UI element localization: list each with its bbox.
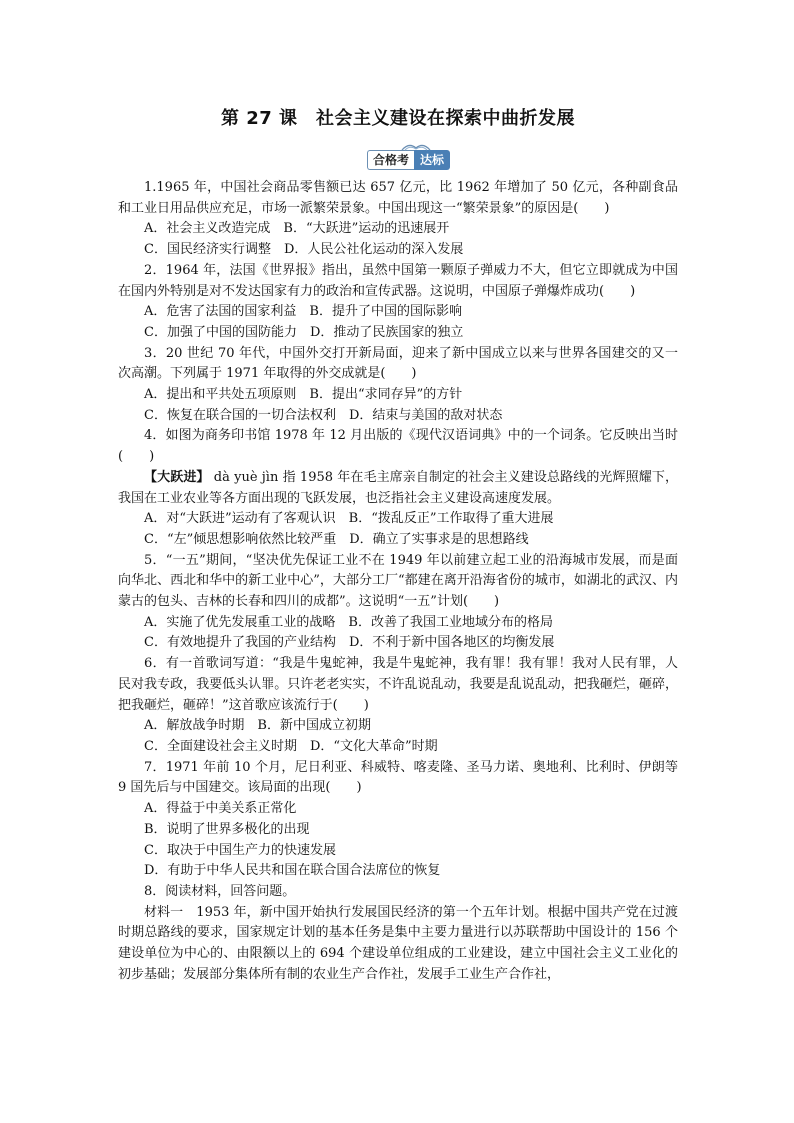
question-1-stem: 1.1965 年，中国社会商品零售额已达 657 亿元，比 1962 年增加了 50 亿元，各种副食品和工业日用品供应充足，市场一派繁荣景象。中国出现这一“繁荣景象”的原因是( ) xyxy=(118,180,678,216)
book-icon xyxy=(401,141,431,151)
question-7-stem: 7．1971 年前 10 个月，尼日利亚、科威特、喀麦隆、圣马力诺、奥地利、比利时、伊朗等 9 国先后与中国建交。该局面的出现( ) xyxy=(118,759,678,796)
entry-headword: 【大跃进】 xyxy=(144,469,210,485)
question-1-options-cd: C．国民经济实行调整 D．人民公社化运动的深入发展 xyxy=(144,242,464,258)
question-7-option-c: C．取决于中国生产力的快速发展 xyxy=(144,842,336,858)
question-8-stem: 8．阅读材料，回答问题。 xyxy=(144,883,296,899)
question-2-options-cd: C．加强了中国的国防能力 D．推动了民族国家的独立 xyxy=(144,324,464,340)
question-6-options-ab: A．解放战争时期 B．新中国成立初期 xyxy=(144,718,371,734)
material-1-text: 1953 年，新中国开始执行发展国民经济的第一个五年计划。根据中国共产党在过渡时期总路线的要求，国家规定计划的基本任务是集中主要力量进行以苏联帮助中国设计的 156 个建设单位为中心的、由限额以上的 694 个建设单位组成的工业建设，建立中国社会主义工业化的初步基础；发展部分集体所有制的农业生产合作社，发展手工业生产合作社， xyxy=(118,904,678,982)
questions xyxy=(118,178,678,985)
question-2-options-ab: A．危害了法国的国家利益 B．提升了中国的国际影响 xyxy=(144,304,462,320)
question-6-options-cd: C．全面建设社会主义时期 D．“文化大革命”时期 xyxy=(144,738,438,754)
lesson-title: 第 27 课 社会主义建设在探索中曲折发展 xyxy=(220,108,576,129)
question-4-options-ab: A．对“大跃进”运动有了客观认识 B．“拨乱反正”工作取得了重大进展 xyxy=(144,511,554,527)
material-1-label: 材料一 xyxy=(144,904,184,920)
dictionary-entry xyxy=(118,468,678,509)
entry-pinyin: dà yuè jìn xyxy=(213,469,279,485)
entry-definition: 指 1958 年在毛主席亲自制定的社会主义建设总路线的光辉照耀下，我国在工业农业等各方面出现的飞跃发展，也泛指社会主义建设高速度发展。 xyxy=(118,469,678,506)
question-7-option-a: A．得益于中美关系正常化 xyxy=(144,801,297,817)
question-1-options-ab: A．社会主义改造完成 B．“大跃进”运动的迅速展开 xyxy=(144,221,450,237)
question-6-stem: 6．有一首歌词写道：“我是牛鬼蛇神，我是牛鬼蛇神，我有罪！我有罪！我对人民有罪，人民对我专政，我要低头认罪。只许老老实实，不许乱说乱动，我要是乱说乱动，把我砸烂，砸碎，把我砸烂，砸碎！”这首歌应该流行于( ) xyxy=(118,656,678,713)
question-2-stem: 2．1964 年，法国《世界报》指出，虽然中国第一颗原子弹威力不大，但它立即就成为中国在国内外特别是对不发达国家有力的政治和宣传武器。这说明，中国原子弹爆炸成功( ) xyxy=(118,262,678,299)
question-5-options-ab: A．实施了优先发展重工业的战略 B．改善了我国工业地域分布的格局 xyxy=(144,614,553,630)
question-5-stem: 5．“一五”期间，“坚决优先保证工业不在 1949 年以前建立起工业的沿海城市发展，而是面向华北、西北和华中的新工业中心”，大部分工厂“都建在离开沿海省份的城市，如湖北的武汉、内蒙古的包头、吉林的长春和四川的成都”。这说明“一五”计划( ) xyxy=(118,552,678,610)
question-7-option-d: D．有助于中华人民共和国在联合国合法席位的恢复 xyxy=(144,863,441,879)
question-3-options-cd: C．恢复在联合国的一切合法权利 D．结束与美国的敌对状态 xyxy=(144,407,503,423)
question-5-options-cd: C．有效地提升了我国的产业结构 D．不利于新中国各地区的均衡发展 xyxy=(144,635,555,651)
section-badge xyxy=(367,150,450,170)
badge-left: 合格考 xyxy=(367,150,414,170)
question-3-options-ab: A．提出和平共处五项原则 B．提出“求同存异”的方针 xyxy=(144,387,463,403)
question-4-options-cd: C．“左”倾思想影响依然比较严重 D．确立了实事求是的思想路线 xyxy=(144,531,529,547)
question-3-stem: 3．20 世纪 70 年代，中国外交打开新局面，迎来了新中国成立以来与世界各国建交的又一次高潮。下列属于 1971 年取得的外交成就是( ) xyxy=(118,345,678,382)
badge-right: 达标 xyxy=(414,150,450,170)
question-4-stem: 4．如图为商务印书馆 1978 年 12 月出版的《现代汉语词典》中的一个词条。它反映出当时( ) xyxy=(118,428,678,465)
material-1 xyxy=(118,903,678,986)
question-7-option-b: B．说明了世界多极化的出现 xyxy=(144,821,310,837)
